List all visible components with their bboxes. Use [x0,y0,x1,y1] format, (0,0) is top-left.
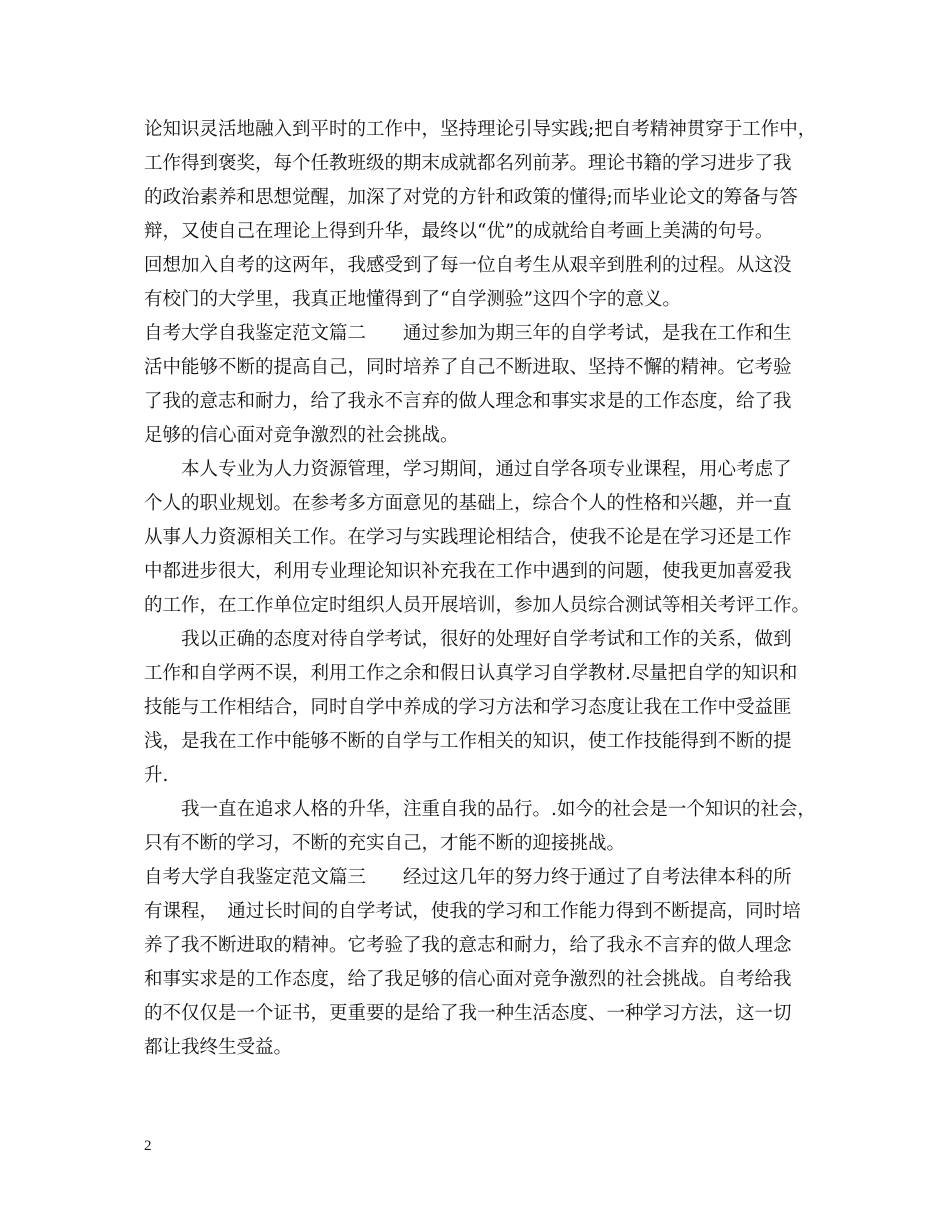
text-line: 从事人力资源相关工作。在学习与实践理论相结合，使我不论是在学习还是工作 [144,527,792,548]
text-line: 有课程， 通过长时间的自学考试，使我的学习和工作能力得到不断提高，同时培 [144,901,801,922]
text-line: 活中能够不断的提高自己，同时培养了自己不断进取、坚持不懈的精神。它考验 [144,357,792,378]
text-line: 和事实求是的工作态度，给了我足够的信心面对竞争激烈的社会挑战。自考给我 [144,969,792,990]
text-line: 技能与工作相结合，同时自学中养成的学习方法和学习态度让我在工作中受益匪 [144,697,792,718]
text-line: 我一直在追求人格的升华，注重自我的品行。.如今的社会是一个知识的社会， [144,799,816,820]
section-heading-line: 自考大学自我鉴定范文篇三 经过这几年的努力终于通过了自考法律本科的所 [144,867,792,888]
text-line: 浅，是我在工作中能够不断的自学与工作相关的知识，使工作技能得到不断的提 [144,731,792,752]
text-line: 有校门的大学里，我真正地懂得到了“自学测验”这四个字的意义。 [144,289,681,310]
text-line: 回想加入自考的这两年，我感受到了每一位自考生从艰辛到胜利的过程。从这没 [144,255,792,276]
text-line: 辩，又使自己在理论上得到升华，最终以“优”的成就给自考画上美满的句号。 [144,221,774,242]
text-line: 本人专业为人力资源管理，学习期间，通过自学各项专业课程，用心考虑了 [144,459,792,480]
section-heading-line: 自考大学自我鉴定范文篇二 通过参加为期三年的自学考试，是我在工作和生 [144,323,792,344]
text-line: 我以正确的态度对待自学考试，很好的处理好自学考试和工作的关系，做到 [144,629,792,650]
text-line: 的工作，在工作单位定时组织人员开展培训，参加人员综合测试等相关考评工作。 [144,595,811,616]
text-line: 工作得到褒奖，每个任教班级的期末成就都名列前茅。理论书籍的学习进步了我 [144,153,792,174]
text-line: 足够的信心面对竞争激烈的社会挑战。 [144,425,459,446]
text-line: 论知识灵活地融入到平时的工作中，坚持理论引导实践;把自考精神贯穿于工作中， [144,119,817,140]
text-line: 中都进步很大，利用专业理论知识补充我在工作中遇到的问题，使我更加喜爱我 [144,561,792,582]
page-number: 2 [144,1138,152,1154]
text-line: 养了我不断进取的精神。它考验了我的意志和耐力，给了我永不言弃的做人理念 [144,935,792,956]
text-line: 都让我终生受益。 [144,1037,293,1058]
text-line: 工作和自学两不误，利用工作之余和假日认真学习自学教材.尽量把自学的知识和 [144,663,798,684]
text-line: 的政治素养和思想觉醒，加深了对党的方针和政策的懂得;而毕业论文的筹备与答 [144,187,798,208]
text-line: 了我的意志和耐力，给了我永不言弃的做人理念和事实求是的工作态度，给了我 [144,391,792,412]
text-line: 只有不断的学习，不断的充实自己，才能不断的迎接挑战。 [144,833,626,854]
text-line: 的不仅仅是一个证书，更重要的是给了我一种生活态度、一种学习方法，这一切 [144,1003,792,1024]
text-line: 升. [144,765,169,786]
text-line: 个人的职业规划。在参考多方面意见的基础上，综合个人的性格和兴趣，并一直 [144,493,792,514]
